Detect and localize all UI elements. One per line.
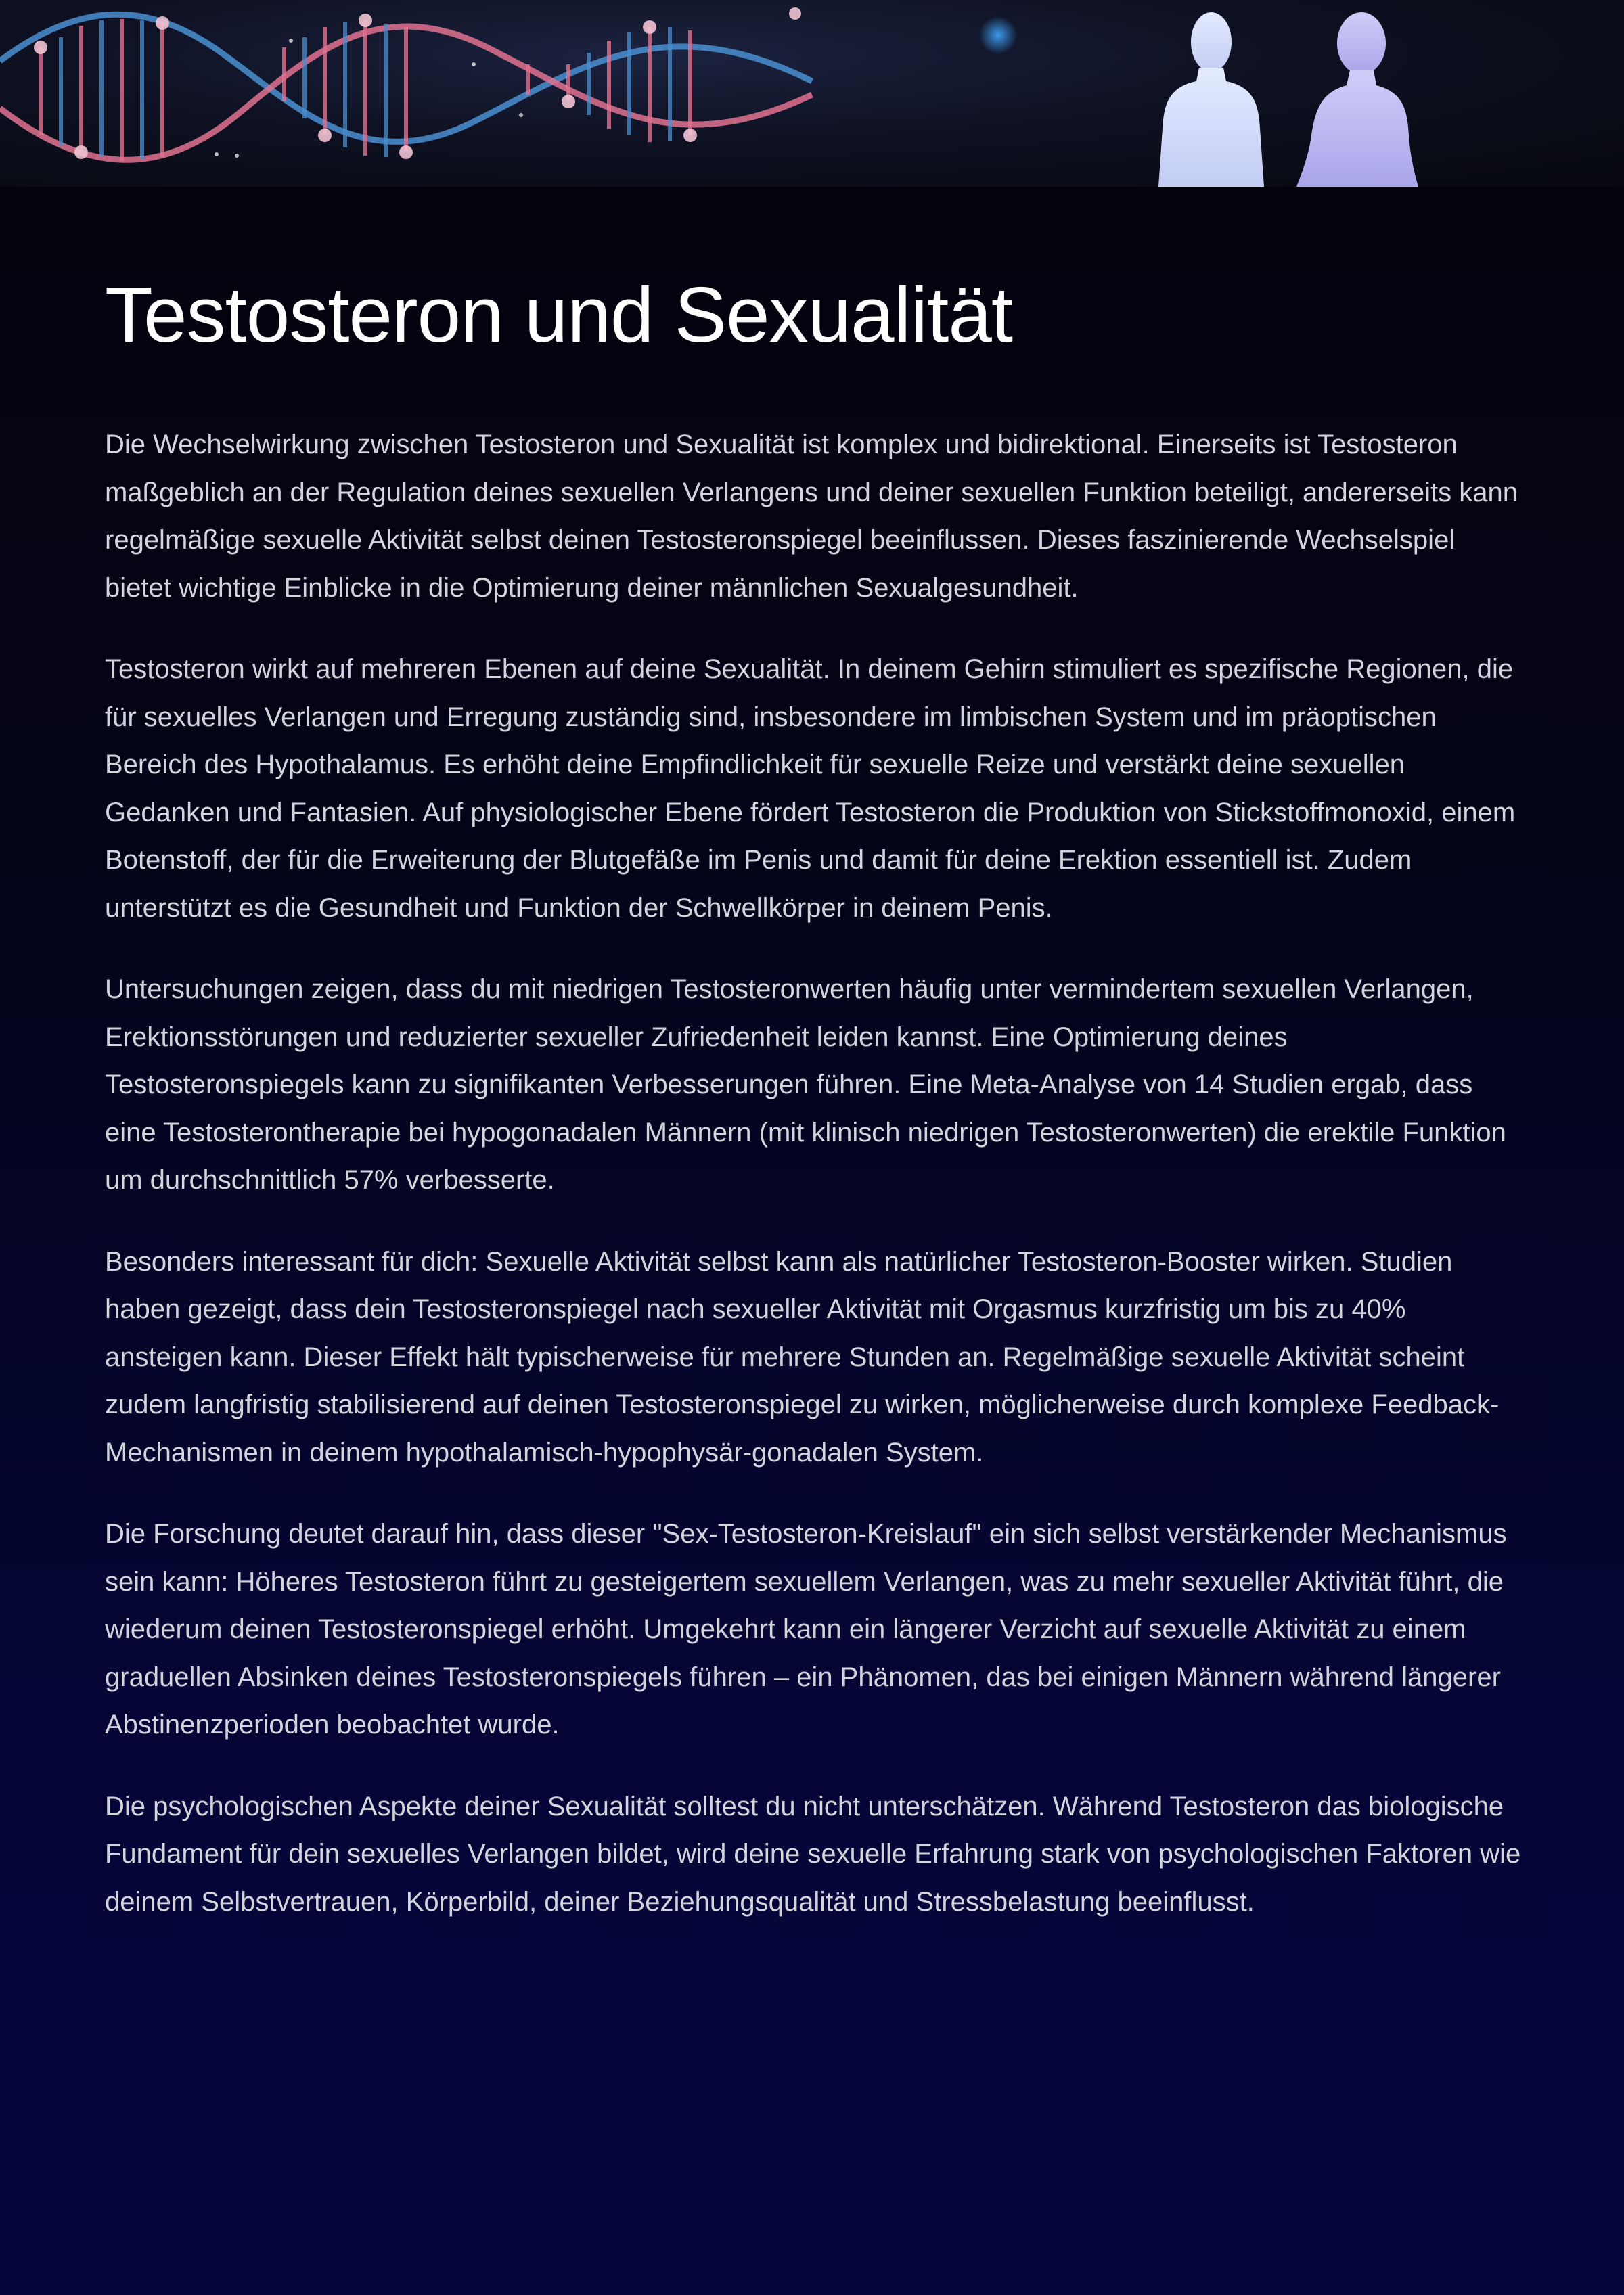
article-content [105,264,1526,1959]
paragraph-feedback-loop: Die Forschung deutet darauf hin, dass dieser "Sex-Testosteron-Kreislauf" ein sich selbst verstärkender Mechanismus sein kann: Höheres Testosteron führt zu gesteigertem sexuellem Verlangen, was zu mehr sexueller Aktivität führt, die wiederum deinen Testosteronspiegel erhöht. Umgekehrt kann ein längerer Verzicht auf sexuelle Aktivität zu einem graduellen Absinken deines Testosteronspiegels führen – ein Phänomen, das bei einigen Männern während längerer Abstinenzperioden beobachtet wurde. [105,1519,1507,1740]
paragraph-psychology: Die psychologischen Aspekte deiner Sexualität solltest du nicht unterschätzen. Während Testosteron das biologische Fundament für dein sexuelles Verlangen bildet, wird deine sexuelle Erfahrung stark von psychologischen Faktoren wie deinem Selbstvertrauen, Körperbild, deiner Beziehungsqualität und Stressbelastung beeinflusst. [105,1791,1521,1917]
paragraph-effects: Testosteron wirkt auf mehreren Ebenen auf deine Sexualität. In deinem Gehirn stimuliert es spezifische Regionen, die für sexuelles Verlangen und Erregung zuständig sind, insbesondere im limbischen System und im präoptischen Bereich des Hypothalamus. Es erhöht deine Empfindlichkeit für sexuelle Reize und verstärkt deine sexuellen Gedanken und Fantasien. Auf physiologischer Ebene fördert Testosteron die Produktion von Stickstoffmonoxid, einem Botenstoff, der für die Erweiterung der Blutgefäße im Penis und damit für deine Erektion essentiell ist. Zudem unterstützt es die Gesundheit und Funktion der Schwellkörper in deinem Penis. [105,654,1516,923]
female-silhouette-icon [1296,12,1418,187]
page-title: Testosteron und Sexualität [105,271,1013,359]
paragraph-intro: Die Wechselwirkung zwischen Testosteron und Sexualität ist komplex und bidirektional. Einerseits ist Testosteron maßgeblich an der Regulation deines sexuellen Verlangens und deiner sexuellen Funktion beteiligt, andererseits kann regelmäßige sexuelle Aktivität selbst deinen Testosteronspiegel beeinflussen. Dieses faszinierende Wechselspiel bietet wichtige Einblicke in die Optimierung deiner männlichen Sexualgesundheit. [105,430,1518,603]
paragraph-studies: Untersuchungen zeigen, dass du mit niedrigen Testosteronwerten häufig unter vermindertem sexuellen Verlangen, Erektionsstörungen und reduzierter sexueller Zufriedenheit leiden kannst. Eine Optimierung deines Testosteronspiegels kann zu signifikanten Verbesserungen führen. Eine Meta-Analyse von 14 Studien ergab, dass eine Testosterontherapie bei hypogonadalen Männern (mit klinisch niedrigen Testosteronwerten) die erektile Funktion um durchschnittlich 57% verbesserte. [105,974,1506,1195]
male-silhouette-icon [1158,12,1264,187]
hero-banner [0,0,1624,187]
paragraph-sexual-activity: Besonders interessant für dich: Sexuelle Aktivität selbst kann als natürlicher Testosteron-Booster wirken. Studien haben gezeigt, dass dein Testosteronspiegel nach sexueller Aktivität mit Orgasmus kurzfristig um bis zu 40% ansteigen kann. Dieser Effekt hält typischerweise für mehrere Stunden an. Regelmäßige sexuelle Aktivität scheint zudem langfristig stabilisierend auf deinen Testosteronspiegel zu wirken, möglicherweise durch komplexe Feedback-Mechanismen in deinem hypothalamisch-hypophysär-gonadalen System. [105,1246,1499,1468]
dna-helix-icon [0,7,812,161]
glow-dot [979,16,1017,54]
hero-illustration [0,0,1624,187]
